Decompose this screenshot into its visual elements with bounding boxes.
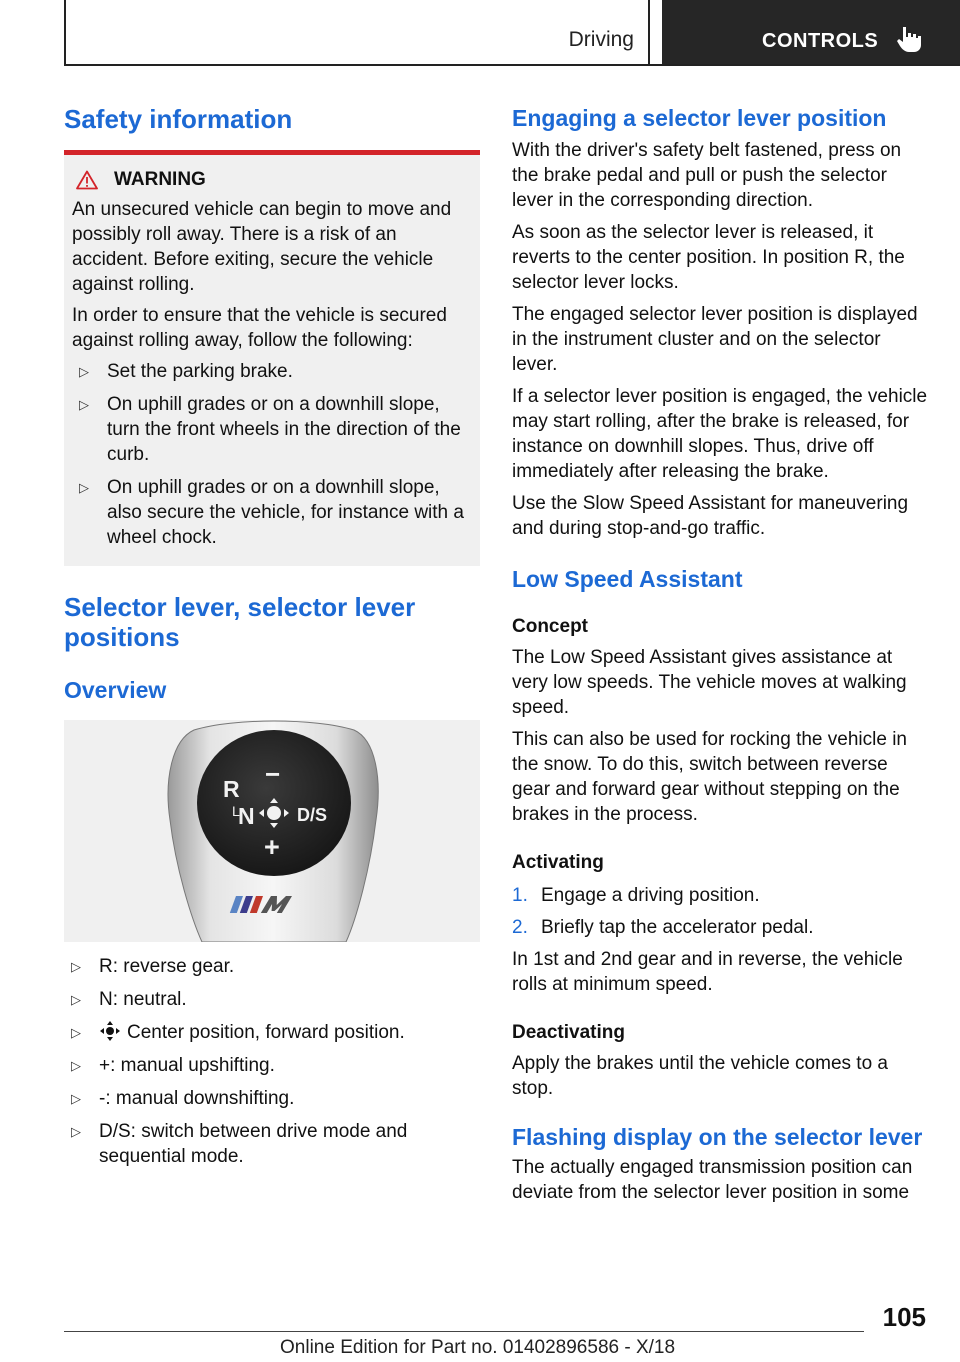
knob-label-ds: D/S xyxy=(297,805,328,825)
list-item: ▷ On uphill grades or on a downhill slope, turn the front wheels in the direction of the curb. xyxy=(79,394,461,465)
triangle-bullet-icon: ▷ xyxy=(71,992,81,1007)
list-item: ▷ +: manual upshifting. xyxy=(71,1055,275,1076)
low-speed-assistant-heading: Low Speed Assistant xyxy=(512,566,743,592)
right-column xyxy=(512,100,928,1205)
list-item: ▷ R: reverse gear. xyxy=(71,956,235,977)
selector-lever-figure xyxy=(64,720,480,942)
list-item: ▷ N: neutral. xyxy=(71,989,187,1010)
list-item: ▷ -: manual downshifting. xyxy=(71,1088,295,1109)
concept-heading: Concept xyxy=(512,616,588,637)
engaging-paragraph-3: The engaged selector lever position is displayed in the instrument cluster and on the selector lever. xyxy=(512,304,918,375)
engaging-position-heading: Engaging a selector lever position xyxy=(512,105,887,131)
deactivating-heading: Deactivating xyxy=(512,1022,625,1043)
header-chapter-tab xyxy=(662,0,960,64)
list-item: ▷ On uphill grades or on a downhill slope, also secure the vehicle, for instance with a wheel chock. xyxy=(79,477,464,548)
triangle-bullet-icon: ▷ xyxy=(71,1124,81,1139)
knob-label-plus: + xyxy=(264,832,280,862)
list-item: ▷ Set the parking brake. xyxy=(79,361,293,382)
warning-label: WARNING xyxy=(114,169,206,190)
list-item: 1. Engage a driving position. xyxy=(512,885,760,906)
concept-paragraph-2: This can also be used for rocking the vehicle in the snow. To do this, switch between reverse gear and forward gear without stepping on the brakes in the process. xyxy=(512,729,907,825)
knob-label-l: L xyxy=(232,803,240,819)
triangle-bullet-icon: ▷ xyxy=(79,397,89,412)
list-item: ▷ Center position, forward position. xyxy=(71,1022,405,1043)
deactivating-paragraph: Apply the brakes until the vehicle comes to a stop. xyxy=(512,1053,888,1099)
triangle-bullet-icon: ▷ xyxy=(71,1091,81,1106)
warning-paragraph-1: An unsecured vehicle can begin to move and possibly roll away. There is a risk of an accident. Before exiting, secure the vehicle against rolling. xyxy=(72,199,452,295)
center-position-icon xyxy=(99,1020,121,1042)
flashing-display-heading: Flashing display on the selector lever xyxy=(512,1124,923,1150)
triangle-bullet-icon: ▷ xyxy=(79,364,89,379)
list-item: 2. Briefly tap the accelerator pedal. xyxy=(512,917,814,938)
footer-rule xyxy=(64,1331,864,1332)
activating-heading: Activating xyxy=(512,852,604,873)
selector-lever-knob-illustration xyxy=(64,720,480,942)
list-item: ▷ D/S: switch between drive mode and sequential mode. xyxy=(71,1121,408,1167)
overview-heading: Overview xyxy=(64,677,167,703)
warning-list xyxy=(72,359,474,550)
hand-pointer-icon xyxy=(894,24,924,54)
activating-paragraph: In 1st and 2nd gear and in reverse, the vehicle rolls at minimum speed. xyxy=(512,949,903,995)
header-left-line xyxy=(64,0,66,66)
knob-label-r: R xyxy=(223,776,240,802)
page-number: 105 xyxy=(882,1302,926,1332)
header-rule xyxy=(64,64,960,66)
engaging-paragraph-4: If a selector lever position is engaged, the vehicle may start rolling, after the brake is released, for instance on downhill slopes. Thus, drive off immediately after releasing the brake. xyxy=(512,386,928,482)
knob-label-n: N xyxy=(238,803,255,829)
concept-paragraph-1: The Low Speed Assistant gives assistance at very low speeds. The vehicle moves at walking speed. xyxy=(512,647,907,718)
header-divider-line xyxy=(648,0,650,66)
triangle-bullet-icon: ▷ xyxy=(79,480,89,495)
engaging-paragraph-5: Use the Slow Speed Assistant for maneuvering and during stop-and-go traffic. xyxy=(512,493,909,539)
warning-box xyxy=(64,155,480,566)
triangle-bullet-icon: ▷ xyxy=(71,1058,81,1073)
header-section-title: Driving xyxy=(568,28,634,51)
engaging-paragraph-2: As soon as the selector lever is released, it reverts to the center position. In position R, the selector lever locks. xyxy=(512,222,905,293)
activating-steps xyxy=(512,883,928,940)
knob-label-minus: − xyxy=(265,759,281,789)
engaging-paragraph-1: With the driver's safety belt fastened, press on the brake pedal and pull or push the selector lever in the corresponding direction. xyxy=(512,140,902,211)
header-chapter-label: CONTROLS xyxy=(762,30,879,52)
flashing-display-paragraph: The actually engaged transmission position can deviate from the selector lever position in some xyxy=(512,1157,913,1203)
safety-information-heading: Safety information xyxy=(64,104,293,134)
overview-list xyxy=(64,954,480,1169)
footer-edition: Online Edition for Part no. 01402896586 - X/18 xyxy=(280,1337,676,1358)
triangle-bullet-icon: ▷ xyxy=(71,1025,81,1040)
selector-lever-heading: Selector lever, selector lever positions xyxy=(64,592,416,652)
warning-header xyxy=(76,169,474,191)
triangle-bullet-icon: ▷ xyxy=(71,959,81,974)
warning-paragraph-2: In order to ensure that the vehicle is secured against rolling away, follow the following: xyxy=(72,305,447,351)
warning-triangle-icon xyxy=(76,170,98,190)
left-column xyxy=(64,100,480,1177)
